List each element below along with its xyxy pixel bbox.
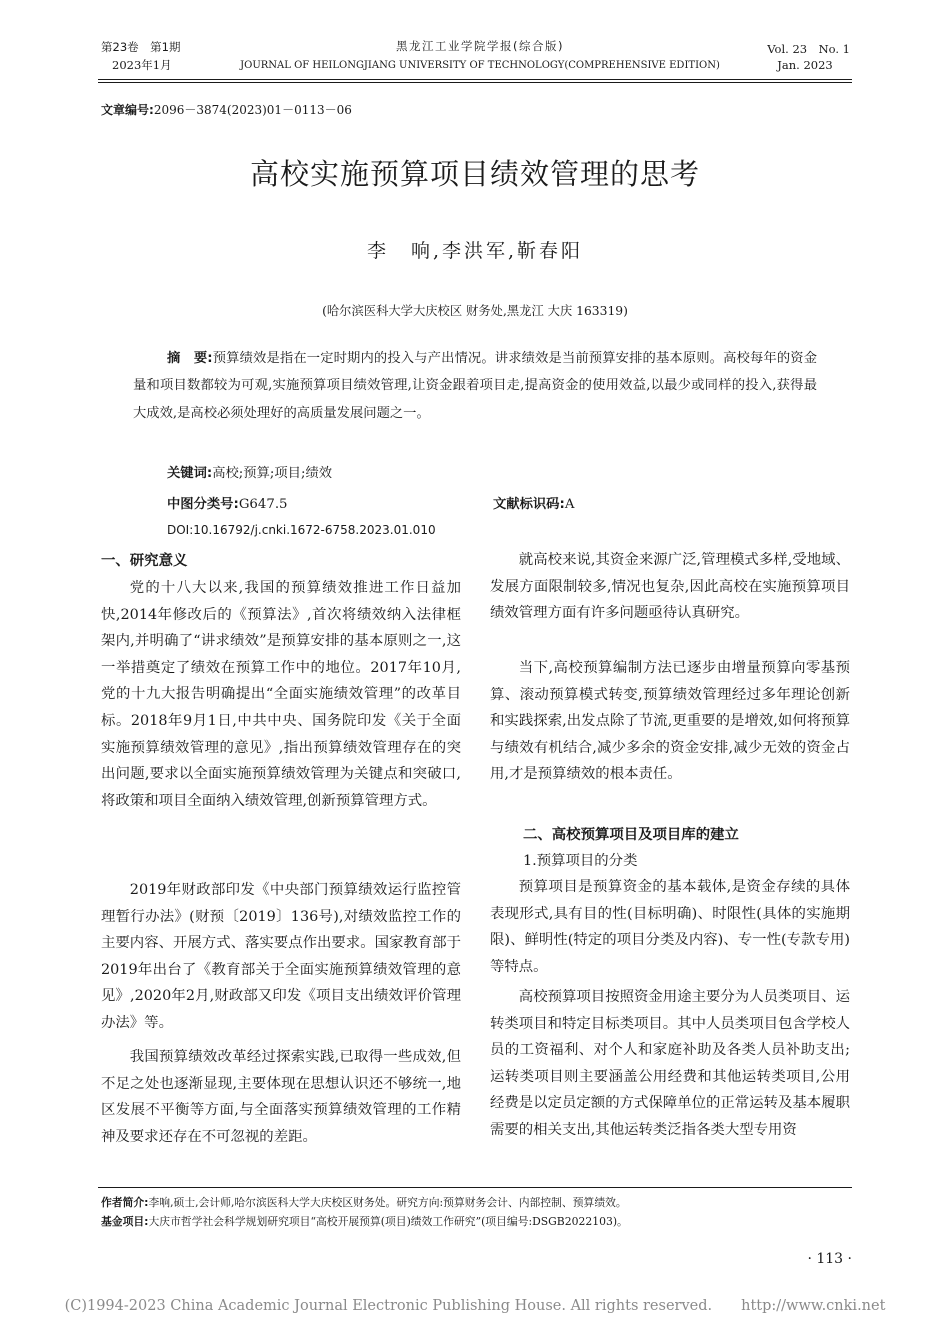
document-code-label: 文献标识码: [493, 497, 565, 512]
page-title: 高校实施预算项目绩效管理的思考 [249, 157, 700, 191]
header-date: 2023年1月 [112, 58, 172, 72]
abstract-text: 预算绩效是指在一定时期内的投入与产出情况。讲求绩效是当前预算安排的基本原则。高校每年的资金量和项目数都较为可观,实施预算项目绩效管理,让资金跟着项目走,提高资金的使用效益,以最少或同样的投入,获得最大成效,是高校必须处理好的高质量发展问题之一。 [133, 351, 817, 421]
header-volume-issue: 第23卷 第1期 [101, 40, 181, 54]
keywords-label: 关键词: [167, 466, 213, 481]
article-number-value: 2096－3874(2023)01－0113－06 [153, 103, 352, 117]
fund-project-text: 大庆市哲学社会科学规划研究项目“高校开展预算(项目)绩效工作研究”(项目编号:DSGB2022103)。 [148, 1215, 628, 1228]
affiliation: (哈尔滨医科大学大庆校区 财务处,黑龙江 大庆 163319) [322, 304, 628, 318]
clc-label: 中图分类号: [167, 497, 239, 512]
left-paragraph-1: 党的十八大以来,我国的预算绩效推进工作日益加快,2014年修改后的《预算法》,首次将绩效纳入法律框架内,并明确了“讲求绩效”是预算安排的基本原则之一,这一举措奠定了绩效在预算工作中的地位。2017年10月,党的十九大报告明确提出“全面实施绩效管理”的改革目标。2018年9月1日,中共中央、国务院印发《关于全面实施预算绩效管理的意见》,指出预算绩效管理存在的突出问题,要求以全面实施预算绩效管理为关键点和突破口,将政策和项目全面纳入绩效管理,创新预算管理方式。 [101, 580, 461, 809]
abstract [133, 345, 817, 427]
section-heading-1: 一、研究意义 [101, 553, 188, 569]
fund-project-label: 基金项目: [101, 1215, 149, 1228]
header-rule-top [98, 79, 852, 80]
header-journal-title-cn: 黑龙江工业学院学报(综合版) [396, 39, 564, 53]
authors: 李 响,李洪军,靳春阳 [366, 240, 584, 262]
left-paragraph-2: 2019年财政部印发《中央部门预算绩效运行监控管理暂行办法》(财预〔2019〕136号),对绩效监控工作的主要内容、开展方式、落实要点作出要求。国家教育部于2019年出台了《教育部关于全面实施预算绩效管理的意见》,2020年2月,财政部又印发《项目支出绩效评价管理办法》等。 [101, 882, 461, 1031]
clc-value: G647.5 [238, 497, 288, 512]
right-paragraph-4: 高校预算项目按照资金用途主要分为人员类项目、运转类项目和特定目标类项目。其中人员类项目包含学校人员的工资福利、对个人和家庭补助及各类人员补助支出;运转类项目则主要涵盖公用经费和其他运转类项目,公用经费是以定员定额的方式保障单位的正常运转及基本履职需要的相关支出,其他运转类泛指各类大型专用资 [490, 989, 850, 1138]
subsection-heading-1: 1.预算项目的分类 [523, 853, 638, 869]
keywords-value: 高校;预算;项目;绩效 [212, 466, 333, 481]
footnote-rule [98, 1187, 852, 1188]
right-paragraph-3: 预算项目是预算资金的基本载体,是资金存续的具体表现形式,具有目的性(目标明确)、时限性(具体的实施期限)、鲜明性(特定的项目分类及内容)、专一性(专款专用)等特点。 [490, 879, 850, 975]
document-code [493, 494, 574, 516]
article-number [101, 101, 352, 119]
section-heading-2: 二、高校预算项目及项目库的建立 [523, 827, 739, 843]
article-number-label: 文章编号: [101, 103, 154, 117]
doi: DOI:10.16792/j.cnki.1672-6758.2023.01.010 [167, 523, 436, 537]
fund-project [101, 1213, 853, 1230]
right-paragraph-1: 就高校来说,其资金来源广泛,管理模式多样,受地域、发展方面限制较多,情况也复杂,因此高校在实施预算项目绩效管理方面有许多问题亟待认真研究。 [490, 552, 850, 622]
clc-number [167, 494, 288, 516]
header-journal-title-en: JOURNAL OF HEILONGJIANG UNIVERSITY OF TECHNOLOGY(COMPREHENSIVE EDITION) [240, 60, 720, 71]
author-bio-text: 李响,硕士,会计师,哈尔滨医科大学大庆校区财务处。研究方向:预算财务会计、内部控制、预算绩效。 [148, 1196, 627, 1209]
author-bio [101, 1194, 853, 1211]
keywords [167, 463, 332, 485]
header-volume-en: Vol. 23 No. 1 [767, 42, 850, 56]
page-number: · 113 · [807, 1251, 852, 1267]
left-paragraph-3: 我国预算绩效改革经过探索实践,已取得一些成效,但不足之处也逐渐显现,主要体现在思想认识还不够统一,地区发展不平衡等方面,与全面落实预算绩效管理的工作精神及要求还存在不可忽视的差距。 [101, 1049, 461, 1145]
document-code-value: A [564, 497, 575, 512]
copyright-notice: (C)1994-2023 China Academic Journal Electronic Publishing House. All rights reserved. http://www.cnki.net [64, 1298, 886, 1314]
right-paragraph-2: 当下,高校预算编制方法已逐步由增量预算向零基预算、滚动预算模式转变,预算绩效管理经过多年理论创新和实践探索,出发点除了节流,更重要的是增效,如何将预算与绩效有机结合,减少多余的资金安排,减少无效的资金占用,才是预算绩效的根本责任。 [490, 660, 850, 783]
header-rule-bottom [98, 82, 852, 83]
abstract-label: 摘 要: [167, 351, 213, 366]
header-date-en: Jan. 2023 [777, 58, 833, 72]
author-bio-label: 作者简介: [101, 1196, 149, 1209]
